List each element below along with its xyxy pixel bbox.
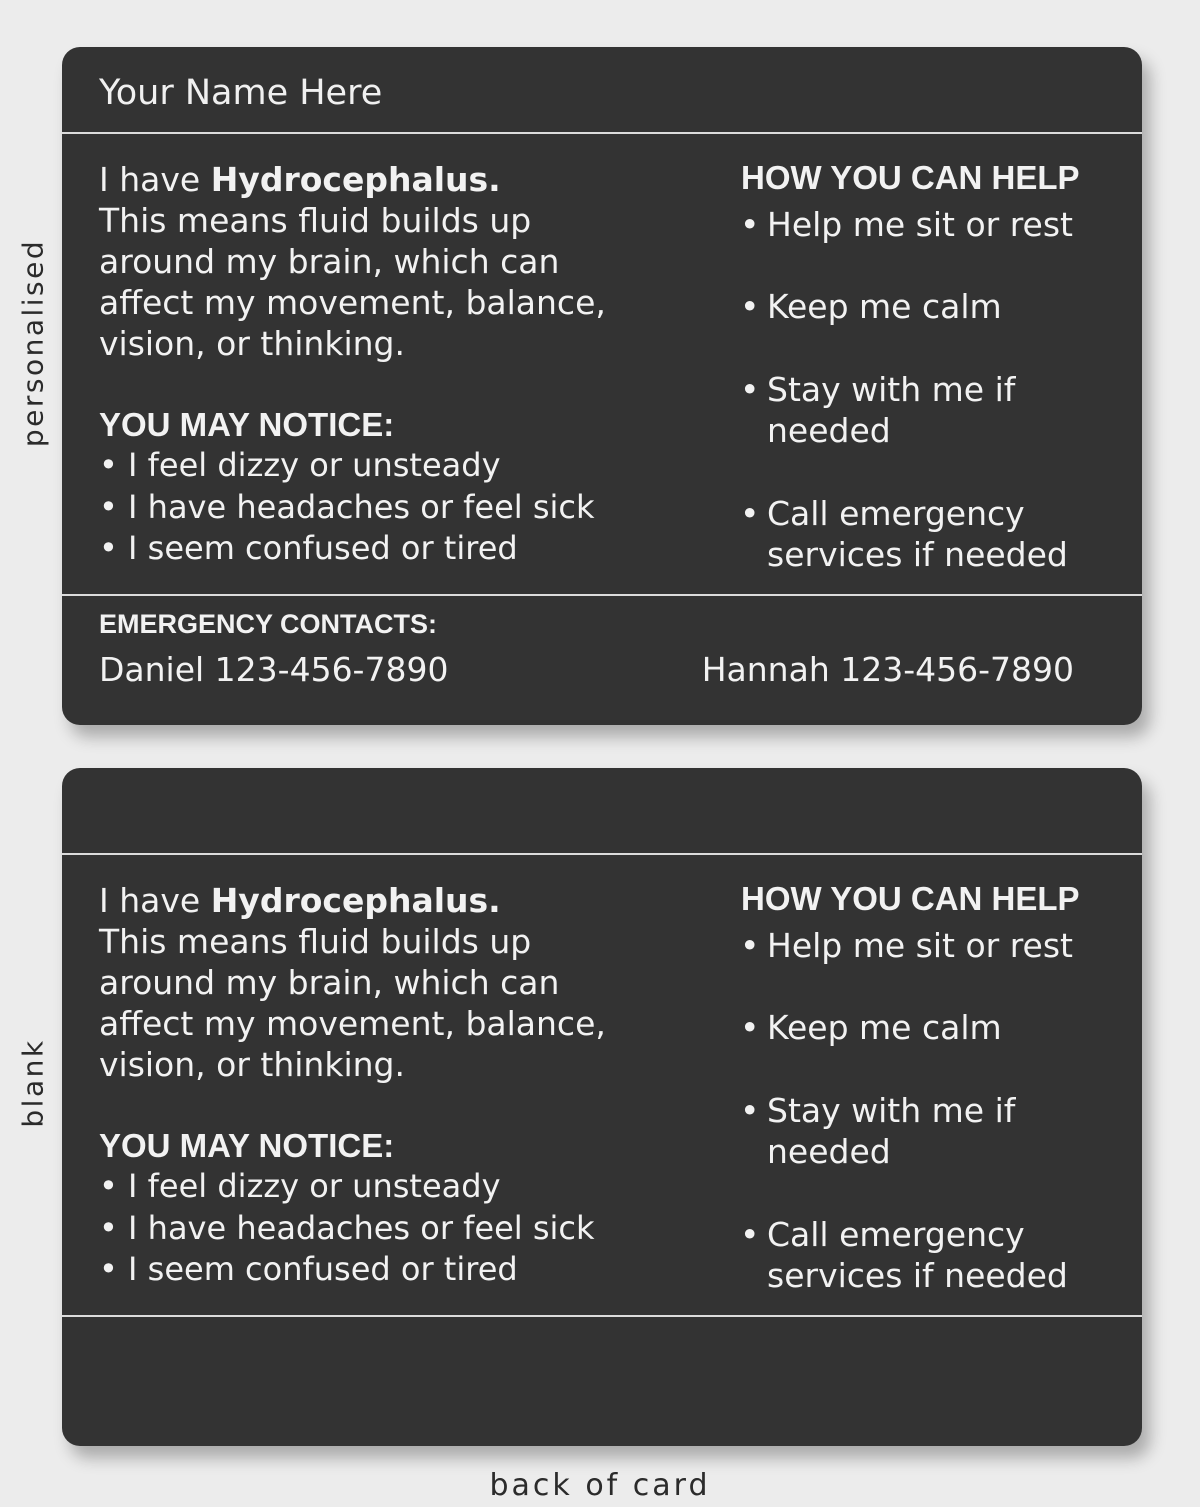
intro-body: This means fluid builds up around my brain, which can affect my movement, balance, vision, or thinking. bbox=[99, 922, 606, 1084]
help-heading: HOW YOU CAN HELP bbox=[741, 880, 1080, 917]
divider bbox=[62, 1315, 1142, 1317]
notice-heading: YOU MAY NOTICE: bbox=[99, 406, 395, 443]
divider bbox=[62, 594, 1142, 596]
divider bbox=[62, 132, 1142, 134]
card-blank bbox=[62, 768, 1142, 1446]
help-item: • Help me sit or rest bbox=[740, 926, 1073, 965]
card-personalised bbox=[62, 47, 1142, 725]
intro-prefix: I have bbox=[99, 881, 211, 920]
side-label-blank: blank bbox=[16, 1038, 50, 1128]
bullet-icon: • bbox=[740, 1008, 760, 1047]
notice-item: • I seem confused or tired bbox=[99, 1250, 518, 1288]
side-label-personalised: personalised bbox=[16, 238, 50, 448]
divider bbox=[62, 853, 1142, 855]
help-item: • Call emergency services if needed bbox=[740, 1215, 1068, 1295]
notice-item: • I have headaches or feel sick bbox=[99, 487, 595, 526]
help-item: • Help me sit or rest bbox=[740, 205, 1073, 244]
condition-name: Hydrocephalus. bbox=[210, 160, 501, 199]
help-item: • Keep me calm bbox=[740, 287, 1002, 326]
notice-list bbox=[99, 1166, 659, 1291]
bullet-icon: • bbox=[740, 287, 760, 326]
notice-heading: YOU MAY NOTICE: bbox=[99, 1127, 395, 1164]
back-of-card-caption: back of card bbox=[489, 1468, 711, 1503]
contact-2: Hannah 123-456-7890 bbox=[701, 650, 1074, 689]
notice-list bbox=[99, 445, 659, 570]
help-item: • Stay with me if needed bbox=[740, 370, 1016, 450]
intro-prefix: I have bbox=[99, 160, 211, 199]
intro-text bbox=[99, 159, 619, 364]
bullet-icon: • bbox=[740, 926, 760, 965]
notice-item: • I feel dizzy or unsteady bbox=[99, 1167, 501, 1205]
card-name: Your Name Here bbox=[99, 73, 383, 113]
notice-item: • I feel dizzy or unsteady bbox=[99, 446, 501, 484]
bullet-icon: • bbox=[740, 1091, 760, 1130]
help-item: • Stay with me if needed bbox=[740, 1091, 1016, 1171]
bullet-icon: • bbox=[740, 205, 760, 244]
condition-name: Hydrocephalus. bbox=[210, 881, 501, 920]
contact-1: Daniel 123-456-7890 bbox=[99, 650, 449, 689]
notice-item: • I seem confused or tired bbox=[99, 529, 518, 567]
notice-item: • I have headaches or feel sick bbox=[99, 1208, 595, 1247]
intro-body: This means fluid builds up around my brain, which can affect my movement, balance, vision, or thinking. bbox=[99, 201, 606, 363]
intro-text bbox=[99, 880, 619, 1085]
bullet-icon: • bbox=[740, 494, 760, 533]
bullet-icon: • bbox=[740, 370, 760, 409]
help-item: • Call emergency services if needed bbox=[740, 494, 1068, 574]
help-item: • Keep me calm bbox=[740, 1008, 1002, 1047]
help-heading: HOW YOU CAN HELP bbox=[741, 159, 1080, 196]
bullet-icon: • bbox=[740, 1215, 760, 1254]
emergency-contacts-heading: EMERGENCY CONTACTS: bbox=[99, 609, 438, 639]
